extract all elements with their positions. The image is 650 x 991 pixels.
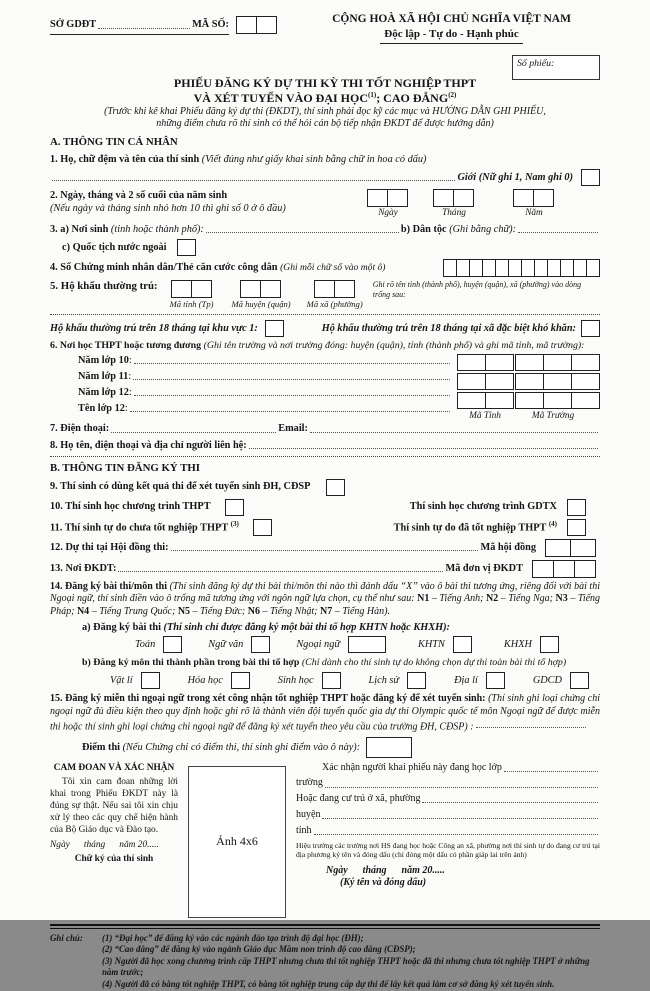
gdtx-program-checkbox[interactable] xyxy=(567,499,586,516)
grade11-label: Năm lớp 11 xyxy=(78,370,129,382)
confirm-province-label: tỉnh xyxy=(296,824,312,836)
score-label: Điểm thi xyxy=(82,741,121,753)
digit-cell[interactable] xyxy=(191,280,212,298)
digit-cell[interactable] xyxy=(543,392,572,409)
ward-code-group xyxy=(307,280,363,310)
grade11-input-line[interactable] xyxy=(133,370,450,380)
province-code-label: Mã tỉnh (Tp) xyxy=(169,298,214,309)
confirm-line1-label: Xác nhận người khai phiếu này đang học lớp xyxy=(322,761,502,773)
item14-note: (Thí sinh đăng ký dự thi bài thi/môn thi nào thì đánh dấu “X” vào ô bài thi tương ứng, riêng đối với bài thi Ngoại ngữ, thí sinh điền vào ô trống mã tương ứng với ngôn ngữ lựa chọn, cụ thể như sau: xyxy=(50,580,600,605)
digit-cell[interactable] xyxy=(457,373,486,390)
item15-note: (Thí sinh ghi loại chứng chỉ ngoại ngữ đủ điều kiện theo quy định hoặc ghi rõ là thành viên đội tuyển quốc gia dự thi Olympic quốc tế môn Ngoại ngữ để được miễn thi hoặc thí sinh ghi loại chứng chỉ ngoại ngữ để đăng ký xét tuyển theo yêu cầu của trường ĐH, CĐSP) : xyxy=(50,692,600,733)
item15-label: 15. Đăng ký miễn thi ngoại ngữ trong xét công nhận tốt nghiệp THPT hoặc đăng ký để xét tuyển sinh: xyxy=(50,692,486,704)
item3a-label: 3. a) Nơi sinh xyxy=(50,223,109,235)
digit-cell[interactable] xyxy=(485,373,514,390)
gender-label: Giới (Nữ ghi 1, Nam ghi 0) xyxy=(457,171,573,183)
ngoaingu-code-box[interactable] xyxy=(348,636,386,653)
certificate-input-line[interactable] xyxy=(476,718,586,728)
item14b-note: (Chỉ dành cho thí sinh tự do không chọn dự thi toàn bài thi tổ hợp) xyxy=(301,657,567,669)
item14-paragraph: 14. Đăng ký bài thi/môn thi (Thí sinh đăng ký dự thi bài thi/môn thi nào thì đánh dấu “X” vào ô bài thi tương ứng, riêng đối với bài thi Ngoại ngữ, thí sinh điền vào ô trống mã tương ứng với ngôn ngữ lựa chọn, cụ thể như sau: N1 – Tiếng Anh; N2 – Tiếng Nga; N3 – Tiếng Pháp; N4 – Tiếng Trung Quốc; N5 – Tiếng Đức; N6 – Tiếng Nhật; N7 – Tiếng Hàn). xyxy=(50,580,601,618)
digit-cell[interactable] xyxy=(515,373,544,390)
district-code-cells[interactable] xyxy=(241,280,281,298)
graduated-candidate-checkbox[interactable] xyxy=(567,519,586,536)
item1-row xyxy=(50,153,600,166)
class-input-line[interactable] xyxy=(504,762,598,772)
khtn-checkbox[interactable] xyxy=(453,636,472,653)
item1-label: 1. Họ, chữ đệm và tên của thí sinh xyxy=(50,153,200,165)
item14b-row xyxy=(82,657,600,670)
footnote-2: (2) “Cao đẳng” để đăng ký vào ngành Giáo dục Mầm non trình độ cao đẳng (CĐSP); xyxy=(102,944,416,955)
digit-cell[interactable] xyxy=(543,373,572,390)
province-code-group xyxy=(170,280,214,310)
department-code-cells[interactable] xyxy=(237,16,277,34)
bottom-double-rule xyxy=(50,924,600,929)
birthplace-input-line[interactable] xyxy=(206,223,399,233)
birth-day-cells[interactable] xyxy=(368,189,408,207)
footnotes-label: Ghi chú: xyxy=(50,932,83,943)
digit-cell[interactable] xyxy=(433,189,454,207)
digit-cell[interactable] xyxy=(485,354,514,371)
sinhhoc-checkbox[interactable] xyxy=(322,672,341,689)
digit-cell[interactable] xyxy=(171,280,192,298)
item9-label: 9. Thí sinh có dùng kết quả thi để xét tuyển sinh ĐH, CĐSP xyxy=(50,481,311,493)
district-code-group xyxy=(231,280,290,310)
digit-cell[interactable] xyxy=(586,259,600,277)
class12-input-line[interactable] xyxy=(130,403,450,413)
declaration-block xyxy=(50,762,178,918)
instruction-line2: những điểm chưa rõ thí sinh có thể hỏi cán bộ tiếp nhận ĐKDT để được hướng dẫn) xyxy=(156,118,494,130)
lichsu-checkbox[interactable] xyxy=(407,672,426,689)
form-title-line1: PHIẾU ĐĂNG KÝ DỰ THI KỲ THI TỐT NGHIỆP THPT xyxy=(173,75,477,90)
item3-row xyxy=(50,223,600,236)
day-label: Ngày xyxy=(378,207,398,218)
stamp-sign-note: (Ký tên và đóng dấu) xyxy=(340,877,427,889)
subject-label-diali: Địa lí xyxy=(454,674,478,686)
digit-cell[interactable] xyxy=(485,392,514,409)
republic-title: CỘNG HOÀ XÃ HỘI CHỦ NGHĨA VIỆT NAM xyxy=(332,13,571,25)
item12-label: 12. Dự thi tại Hội đồng thi: xyxy=(50,541,169,553)
confirm-line3 xyxy=(296,793,600,806)
birth-day-group xyxy=(368,189,408,220)
item3b-label: b) Dân tộc xyxy=(400,223,447,235)
subject-label-vatli: Vật lí xyxy=(110,674,133,686)
item3c-row xyxy=(50,239,600,256)
section-b-heading: B. THÔNG TIN ĐĂNG KÝ THI xyxy=(50,461,200,474)
item13-row xyxy=(50,560,600,578)
confirm-line5 xyxy=(296,825,600,838)
digit-cell[interactable] xyxy=(571,373,600,390)
use-result-checkbox[interactable] xyxy=(326,479,345,496)
dkdt-code-label: Mã đơn vị ĐKDT xyxy=(445,562,523,574)
dkdt-input-line[interactable] xyxy=(118,563,443,573)
confirmation-date-line: Ngày tháng năm 20..... xyxy=(326,864,445,876)
digit-cell[interactable] xyxy=(387,189,408,207)
subject-label-ngoaingu: Ngoại ngữ xyxy=(296,639,340,651)
vatli-checkbox[interactable] xyxy=(141,672,160,689)
item2-row xyxy=(50,189,600,220)
free-candidate-checkbox[interactable] xyxy=(253,519,272,536)
item10-row xyxy=(50,499,600,516)
toan-checkbox[interactable] xyxy=(163,636,182,653)
department-code-label: MÃ SỐ: xyxy=(192,19,229,31)
nguvan-checkbox[interactable] xyxy=(251,636,270,653)
digit-cell[interactable] xyxy=(367,189,388,207)
score-box[interactable] xyxy=(366,737,412,758)
item3a-note: (tỉnh hoặc thành phố): xyxy=(110,223,204,235)
item8-label: 8. Họ tên, điện thoại và địa chỉ người liên hệ: xyxy=(50,439,247,451)
signature-section xyxy=(50,762,600,918)
digit-cell[interactable] xyxy=(256,16,277,34)
separator-line xyxy=(50,456,600,457)
declaration-date-line: Ngày tháng năm 20..... xyxy=(50,839,159,850)
digit-cell[interactable] xyxy=(573,259,587,277)
school-history-lines xyxy=(50,354,458,423)
confirm-line2 xyxy=(296,777,600,790)
digit-cell[interactable] xyxy=(553,560,575,578)
item4-row xyxy=(50,259,600,277)
sheet-number-box[interactable] xyxy=(512,55,600,80)
ward-code-cells[interactable] xyxy=(315,280,355,298)
residency-row xyxy=(50,320,600,337)
thpt-program-checkbox[interactable] xyxy=(225,499,244,516)
subject-label-lichsu: Lịch sử xyxy=(368,674,400,686)
year-label: Năm xyxy=(525,207,543,218)
item5-row xyxy=(50,280,600,310)
digit-cell[interactable] xyxy=(482,259,496,277)
confirm-district-label: huyện xyxy=(296,809,321,821)
subject-label-gdcd: GDCD xyxy=(532,674,562,686)
province-code-cells[interactable] xyxy=(172,280,212,298)
grade12-row: Năm lớp 12 : xyxy=(50,386,452,399)
birth-year-cells[interactable] xyxy=(514,189,554,207)
province-input-line[interactable] xyxy=(314,826,598,836)
hoahoc-checkbox[interactable] xyxy=(231,672,250,689)
confirmation-block xyxy=(296,762,600,918)
school-history-block xyxy=(50,354,600,423)
item6-note: (Ghi tên trường và nơi trường đóng: huyện (quận), tỉnh (thành phố) và ghi mã tỉnh, mã trường): xyxy=(203,339,585,351)
digit-cell[interactable] xyxy=(314,280,335,298)
score-row xyxy=(50,737,600,758)
footnote-4: (4) Người đã có bằng tốt nghiệp THPT, có bằng tốt nghiệp trung cấp dự thi để lấy kết quả làm cơ sở đăng ký xét tuyển sinh. xyxy=(102,979,555,989)
phone-input-line[interactable] xyxy=(111,423,276,433)
grade10-row: Năm lớp 10 : xyxy=(50,354,452,367)
digit-cell[interactable] xyxy=(547,259,561,277)
grade11-province-cells[interactable] xyxy=(458,373,514,390)
grade12-code-row xyxy=(458,392,600,409)
item14-label: 14. Đăng ký bài thi/môn thi xyxy=(50,580,167,592)
grid-column-labels xyxy=(458,411,594,423)
subject-label-khtn: KHTN xyxy=(417,639,445,651)
item2-label: 2. Ngày, tháng và 2 số cuối của năm sinh xyxy=(50,189,228,201)
school-input-line[interactable] xyxy=(325,778,598,788)
photo-box xyxy=(188,766,286,918)
subject-label-toan: Toán xyxy=(135,639,156,651)
grade10-input-line[interactable] xyxy=(134,354,450,364)
grade10-school-cells[interactable] xyxy=(516,354,600,371)
motto: Độc lập - Tự do - Hạnh phúc xyxy=(380,27,522,44)
candidate-signature-label: Chữ ký của thí sinh xyxy=(74,853,154,864)
birth-year-group xyxy=(514,189,554,220)
hardship-checkbox[interactable] xyxy=(581,320,600,337)
item15-paragraph xyxy=(50,693,600,735)
grade11-school-cells[interactable] xyxy=(516,373,600,390)
item14a-note: (Thí sinh chỉ được đăng ký một bài thi tổ hợp KHTN hoặc KHXH): xyxy=(163,621,450,633)
section-a-heading: A. THÔNG TIN CÁ NHÂN xyxy=(50,135,178,148)
fullname-row xyxy=(50,169,600,186)
grade10-code-row xyxy=(458,354,600,371)
grade12-province-cells[interactable] xyxy=(458,392,514,409)
contact-input-line[interactable] xyxy=(249,439,598,449)
confirm-line1 xyxy=(296,762,600,775)
grade11-row: Năm lớp 11 : xyxy=(50,370,452,383)
grade12-school-cells[interactable] xyxy=(516,392,600,409)
hardship-label: Hộ khẩu thường trú trên 18 tháng tại xã đặc biệt khó khăn: xyxy=(321,322,576,334)
digit-cell[interactable] xyxy=(534,259,548,277)
subject-label-hoahoc: Hóa học xyxy=(187,674,223,686)
item7-label: 7. Điện thoại: xyxy=(50,423,110,435)
item14b-label: b) Đăng ký môn thi thành phần trong bài thi tổ hợp xyxy=(82,657,300,669)
item7-row xyxy=(50,422,600,435)
item4-note: (Ghi mỗi chữ số vào một ô) xyxy=(280,261,386,273)
subject-label-nguvan: Ngữ văn xyxy=(208,639,244,651)
item14a-label: a) Đăng ký bài thi xyxy=(82,621,161,633)
separator-line xyxy=(50,314,600,315)
council-code-cells[interactable] xyxy=(546,539,596,557)
photo-label: Ảnh 4x6 xyxy=(216,834,258,848)
confirmation-note: Hiệu trưởng các trường nơi HS đang học hoặc Công an xã, phường nơi thí sinh tự do đang cư trú tại địa phương ký tên và đóng dấu (chỉ đóng một dấu có phần giáp lai trên ảnh) xyxy=(296,840,600,860)
item4-label: 4. Số Chứng minh nhân dân/Thẻ căn cước công dân xyxy=(50,262,278,274)
digit-cell[interactable] xyxy=(515,392,544,409)
month-label: Tháng xyxy=(442,207,466,218)
item11-left-label: 11. Thí sinh tự do chưa tốt nghiệp THPT $^{(3)}$ xyxy=(50,519,239,534)
confirm-line4 xyxy=(296,809,600,822)
item6-row xyxy=(50,340,600,353)
foreign-nationality-checkbox[interactable] xyxy=(177,239,196,256)
grade11-code-row xyxy=(458,373,600,390)
class12-row: Tên lớp 12 : xyxy=(50,402,452,415)
item6-label: 6. Nơi học THPT hoặc tương đương xyxy=(50,339,202,351)
email-input-line[interactable] xyxy=(310,423,598,433)
digit-cell[interactable] xyxy=(260,280,281,298)
confirm-school-label: trường xyxy=(296,777,323,789)
grade12-label: Năm lớp 12 xyxy=(78,386,129,398)
item8-row xyxy=(50,439,600,452)
footnote-ref-1: (1) xyxy=(368,90,377,99)
digit-cell[interactable] xyxy=(574,560,596,578)
item3c-label: c) Quốc tịch nước ngoài xyxy=(62,241,167,253)
subject-label-khxh: KHXH xyxy=(503,639,532,651)
digit-cell[interactable] xyxy=(236,16,257,34)
item11-right-label: Thí sinh tự do đã tốt nghiệp THPT $^{(4)}$ xyxy=(393,519,557,534)
digit-cell[interactable] xyxy=(513,189,534,207)
digit-cell[interactable] xyxy=(570,539,596,557)
province-column-label: Mã Tỉnh xyxy=(469,410,501,421)
item13-label: 13. Nơi ĐKDT: xyxy=(50,562,117,574)
item10-left-label: 10. Thí sinh học chương trình THPT xyxy=(50,501,211,513)
grade10-label: Năm lớp 10 xyxy=(78,354,129,366)
department-label: SỞ GDĐT xyxy=(50,19,97,31)
digit-cell[interactable] xyxy=(457,354,486,371)
khxh-checkbox[interactable] xyxy=(540,636,559,653)
digit-cell[interactable] xyxy=(571,392,600,409)
item2-note: (Nếu ngày và tháng sinh nhỏ hơn 10 thì ghi số 0 ở ô đầu) xyxy=(50,202,286,214)
digit-cell[interactable] xyxy=(515,354,544,371)
district-code-label: Mã huyện (quận) xyxy=(231,298,291,309)
digit-cell[interactable] xyxy=(545,539,571,557)
digit-cell[interactable] xyxy=(457,392,486,409)
digit-cell[interactable] xyxy=(469,259,483,277)
department-fill-line[interactable] xyxy=(98,19,190,29)
digit-cell[interactable] xyxy=(508,259,522,277)
council-input-line[interactable] xyxy=(171,542,479,552)
digit-cell[interactable] xyxy=(443,259,457,277)
digit-cell[interactable] xyxy=(533,189,554,207)
sheet-number-label: Số phiếu: xyxy=(517,58,555,69)
digit-cell[interactable] xyxy=(334,280,355,298)
birth-month-group xyxy=(434,189,474,220)
confirm-ward-label: Hoặc đang cư trú ở xã, phường xyxy=(296,793,421,805)
ward-code-label: Mã xã (phường) xyxy=(306,298,363,309)
national-header xyxy=(303,12,600,44)
footnotes-block xyxy=(50,933,600,991)
footnote-ref-3: (3) xyxy=(230,519,239,528)
item5-note: Ghi rõ tên tỉnh (thành phố), huyện (quận), xã (phường) vào dòng trống sau: xyxy=(372,279,582,300)
district-input-line[interactable] xyxy=(322,810,598,820)
fullname-input-line[interactable] xyxy=(52,171,455,181)
score-note: (Nếu Chứng chỉ có điểm thi, thí sinh ghi điểm vào ô này): xyxy=(122,741,361,753)
form-title-line2: VÀ XÉT TUYỂN VÀO ĐẠI HỌC$^{(1)}$; CAO ĐẲNG$^{(2)}$ xyxy=(193,90,457,105)
form-instructions xyxy=(50,106,600,131)
form-header xyxy=(50,12,600,44)
gender-checkbox[interactable] xyxy=(581,169,600,186)
digit-cell[interactable] xyxy=(495,259,509,277)
footnote-ref-2: (2) xyxy=(448,90,457,99)
subject-label-sinhhoc: Sinh học xyxy=(277,674,314,686)
id-number-cells[interactable] xyxy=(444,259,600,277)
digit-cell[interactable] xyxy=(532,560,554,578)
ethnicity-input-line[interactable] xyxy=(518,223,598,233)
diali-checkbox[interactable] xyxy=(486,672,505,689)
item3b-note: (Ghi bằng chữ): xyxy=(449,223,516,235)
item11-row xyxy=(50,519,600,536)
department-block xyxy=(50,12,303,44)
digit-cell[interactable] xyxy=(571,354,600,371)
item1-note: (Viết đúng như giấy khai sinh bằng chữ in hoa có dấu) xyxy=(201,153,427,165)
component-subject-row xyxy=(110,672,600,689)
declaration-title: CAM ĐOAN VÀ XÁC NHẬN xyxy=(53,762,175,773)
kv1-label: Hộ khẩu thường trú trên 18 tháng tại khu vực 1: xyxy=(50,322,258,334)
instruction-line1: (Trước khi kê khai Phiếu đăng ký dự thi (ĐKDT), thí sinh phải đọc kỹ các mục và HƯỚNG DẪN GHI PHIẾU, xyxy=(104,105,546,117)
council-code-label: Mã hội đồng xyxy=(480,541,536,553)
exam-subject-row xyxy=(135,636,600,653)
footnotes-list xyxy=(102,933,600,991)
item9-row xyxy=(50,479,600,496)
school-column-label: Mã Trường xyxy=(531,410,575,421)
digit-cell[interactable] xyxy=(543,354,572,371)
ward-input-line[interactable] xyxy=(422,794,598,804)
dkdt-code-cells[interactable] xyxy=(533,560,596,578)
footnote-ref-4: (4) xyxy=(548,519,557,528)
item2-labels xyxy=(50,189,368,215)
birth-month-cells[interactable] xyxy=(434,189,474,207)
item5-label: 5. Hộ khẩu thường trú: xyxy=(50,279,158,292)
grade12-input-line[interactable] xyxy=(134,387,450,397)
grade10-province-cells[interactable] xyxy=(458,354,514,371)
kv1-checkbox[interactable] xyxy=(265,320,284,337)
school-code-grid xyxy=(458,354,600,423)
digit-cell[interactable] xyxy=(560,259,574,277)
digit-cell[interactable] xyxy=(240,280,261,298)
declaration-body: Tôi xin cam đoan những lời khai trong Phiếu ĐKDT này là đúng sự thật. Nếu sai tôi xin chịu xử lý theo các quy chế hiện hành của Bộ Giáo dục và Đào tạo. xyxy=(50,776,178,835)
class12-label: Tên lớp 12 xyxy=(78,403,125,415)
email-label: Email: xyxy=(278,423,308,435)
spacer xyxy=(286,323,320,332)
item10-right-label: Thí sinh học chương trình GDTX xyxy=(409,501,557,513)
digit-cell[interactable] xyxy=(456,259,470,277)
form-title xyxy=(50,76,600,106)
item12-row xyxy=(50,539,600,557)
item14a-row xyxy=(82,621,600,634)
digit-cell[interactable] xyxy=(521,259,535,277)
footnote-3: (3) Người đã học xong chương trình cấp THPT nhưng chưa thi tốt nghiệp THPT hoặc đã thi nhưng chưa tốt nghiệp THPT ở những năm trước; xyxy=(102,955,590,978)
footnote-1: (1) “Đại học” để đăng ký vào các ngành đào tạo trình độ đại học (ĐH); xyxy=(102,932,364,943)
digit-cell[interactable] xyxy=(453,189,474,207)
gdcd-checkbox[interactable] xyxy=(570,672,589,689)
